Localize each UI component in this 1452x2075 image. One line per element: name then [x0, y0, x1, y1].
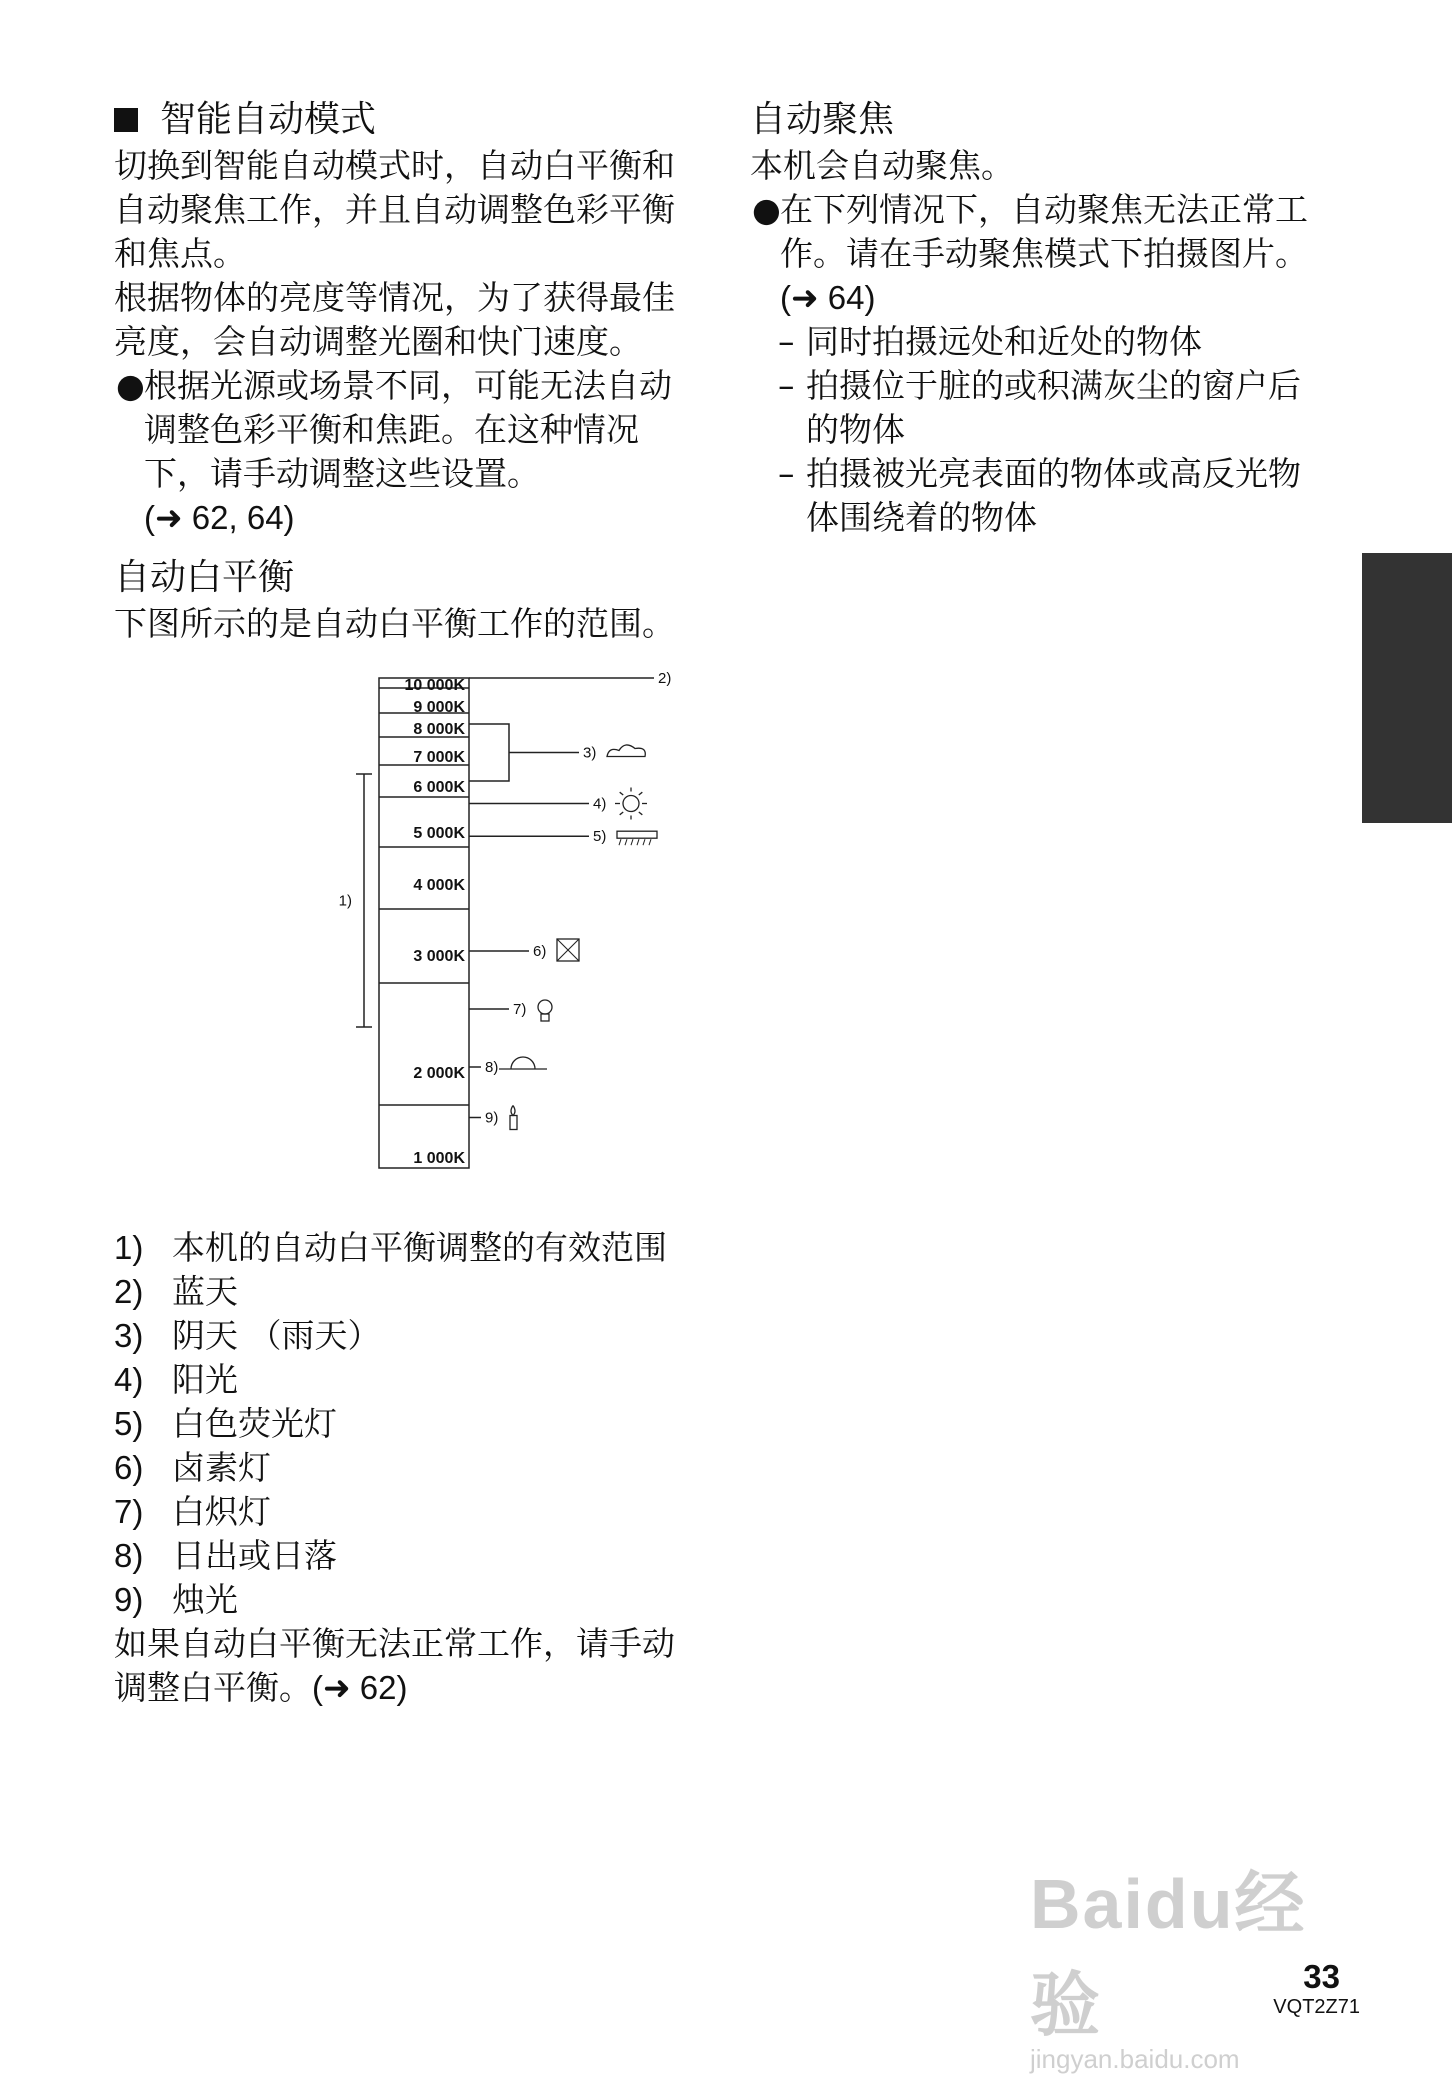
- section-tab-marker: [1362, 553, 1452, 823]
- sun-ray: [620, 812, 624, 815]
- legend-text: 日出或日落: [172, 1536, 337, 1575]
- scale-label: 8 000K: [413, 721, 465, 738]
- bullet-dot-icon: ●: [752, 190, 781, 229]
- outro-text: 如果自动白平衡无法正常工作，请手动调整白平衡。: [114, 1624, 675, 1707]
- sun-ray: [620, 792, 624, 795]
- tube-ray: [649, 839, 651, 845]
- marker-label: 6): [533, 943, 547, 960]
- legend-number: 5): [114, 1405, 144, 1442]
- marker-label: 9): [485, 1109, 499, 1127]
- awb-title: 自动白平衡: [114, 557, 295, 598]
- intro-paragraph-2: 根据物体的亮度等情况，为了获得最佳亮度，会自动调整光圈和快门速度。: [114, 278, 675, 361]
- range-label: 1): [338, 892, 352, 910]
- bulb-glass: [538, 1000, 552, 1014]
- legend-list: [114, 1226, 694, 1622]
- scale-label: 4 000K: [413, 877, 465, 894]
- candle-icon: [510, 1106, 517, 1130]
- halogen-lamp-icon: [557, 939, 579, 961]
- bullet-dot-icon: ●: [116, 366, 145, 405]
- tube-ray: [631, 839, 633, 845]
- awb-description: 下图所示的是自动白平衡工作的范围。: [114, 604, 675, 643]
- autofocus-title: 自动聚焦: [750, 99, 895, 140]
- section-title-intelligent-auto: [114, 96, 694, 144]
- kelvin-scale: [379, 677, 469, 1168]
- marker-label: 7): [513, 1001, 527, 1018]
- sunrise-arc: [511, 1057, 535, 1069]
- legend-number: 8): [114, 1537, 144, 1574]
- page-reference: (➜ 62): [312, 1669, 408, 1706]
- tube-ray: [625, 839, 627, 845]
- effective-range-bracket: [339, 774, 372, 1027]
- legend-number: 6): [114, 1449, 144, 1486]
- marker-bracket: [469, 724, 509, 781]
- scale-label: 5 000K: [413, 825, 465, 842]
- dash-icon: –: [778, 322, 795, 361]
- tube-ray: [619, 839, 621, 845]
- legend-text: 本机的自动白平衡调整的有效范围: [172, 1228, 667, 1267]
- legend-item: [114, 1226, 694, 1270]
- legend-text: 蓝天: [172, 1272, 238, 1311]
- candle-body: [510, 1116, 517, 1130]
- awb-range-chart: [194, 668, 672, 1208]
- watermark-url: jingyan.baidu.com: [1030, 2044, 1240, 2074]
- page-number: 33: [1303, 1958, 1340, 1995]
- legend-number: 7): [114, 1493, 144, 1530]
- sun-core: [623, 796, 639, 812]
- dash-item-text: 拍摄位于脏的或积满灰尘的窗户后的物体: [806, 366, 1301, 449]
- marker-label: 4): [593, 795, 607, 813]
- legend-text: 烛光: [172, 1580, 238, 1619]
- bullet-text: 根据光源或场景不同，可能无法自动调整色彩平衡和焦距。在这种情况下，请手动调整这些设置。: [144, 366, 672, 493]
- legend-item: [114, 1402, 694, 1446]
- left-column: [114, 96, 694, 1710]
- autofocus-intro: 本机会自动聚焦。: [750, 146, 1014, 185]
- scale-label: 7 000K: [413, 749, 465, 766]
- legend-item: [114, 1358, 694, 1402]
- legend-number: 2): [114, 1273, 144, 1310]
- marker-label: 2): [658, 670, 672, 687]
- legend-text: 阴天 （雨天）: [172, 1316, 381, 1355]
- legend-text: 白炽灯: [172, 1492, 271, 1531]
- legend-item: [114, 1446, 694, 1490]
- section-title-text: 智能自动模式: [160, 99, 377, 140]
- light-source-markers: [469, 670, 671, 1130]
- page-reference: (➜ 62, 64): [144, 499, 295, 536]
- bulb-base: [541, 1014, 549, 1021]
- legend-text: 阳光: [172, 1360, 238, 1399]
- legend-item: [114, 1270, 694, 1314]
- scale-label: 1 000K: [413, 1150, 465, 1167]
- bullet-item: [114, 364, 694, 540]
- sun-icon: [615, 788, 647, 820]
- legend-text: 卤素灯: [172, 1448, 271, 1487]
- legend-item: [114, 1534, 694, 1578]
- right-column: [750, 96, 1330, 540]
- marker-label: 5): [593, 828, 607, 846]
- dash-item: [750, 452, 1330, 540]
- dash-item: [750, 320, 1330, 364]
- scale-label: 2 000K: [413, 1065, 465, 1082]
- legend-item: [114, 1314, 694, 1358]
- document-code: VQT2Z71: [1273, 1996, 1360, 2018]
- marker-label: 3): [583, 744, 597, 762]
- legend-number: 3): [114, 1317, 144, 1354]
- legend-number: 9): [114, 1581, 144, 1618]
- legend-item: [114, 1490, 694, 1534]
- watermark-logo: Baidu经验: [1030, 1865, 1307, 2044]
- legend-number: 1): [114, 1229, 144, 1266]
- fluorescent-lamp-icon: [617, 831, 657, 845]
- scale-label: 6 000K: [413, 779, 465, 796]
- light-bulb-icon: [538, 1000, 552, 1021]
- candle-flame: [511, 1106, 515, 1116]
- dash-item-text: 拍摄被光亮表面的物体或高反光物体围绕着的物体: [806, 454, 1301, 537]
- page-reference: (➜ 64): [780, 279, 876, 316]
- outro-paragraph: [114, 1622, 694, 1710]
- tube-ray: [643, 839, 645, 845]
- dash-item: [750, 364, 1330, 452]
- dash-icon: –: [778, 366, 795, 405]
- scale-label: 3 000K: [413, 948, 465, 965]
- marker-label: 8): [485, 1059, 499, 1076]
- legend-number: 4): [114, 1361, 144, 1398]
- sun-ray: [639, 812, 643, 815]
- scale-label: 10 000K: [404, 677, 465, 694]
- dash-icon: –: [778, 454, 795, 493]
- square-bullet-icon: [114, 108, 138, 132]
- scale-label: 9 000K: [413, 699, 465, 716]
- cloud-shape: [607, 745, 645, 757]
- tube: [617, 831, 657, 838]
- legend-text: 白色荧光灯: [172, 1404, 337, 1443]
- sun-ray: [639, 792, 643, 795]
- tube-ray: [637, 839, 639, 845]
- intro-paragraph-1: 切换到智能自动模式时，自动白平衡和自动聚焦工作，并且自动调整色彩平衡和焦点。: [114, 146, 675, 273]
- cloud-icon: [607, 745, 645, 757]
- sunrise-icon: [499, 1057, 547, 1069]
- legend-item: [114, 1578, 694, 1622]
- bullet-text: 在下列情况下，自动聚焦无法正常工作。请在手动聚焦模式下拍摄图片。: [780, 190, 1308, 273]
- dash-item-text: 同时拍摄远处和近处的物体: [806, 322, 1202, 361]
- bullet-item: [750, 188, 1330, 320]
